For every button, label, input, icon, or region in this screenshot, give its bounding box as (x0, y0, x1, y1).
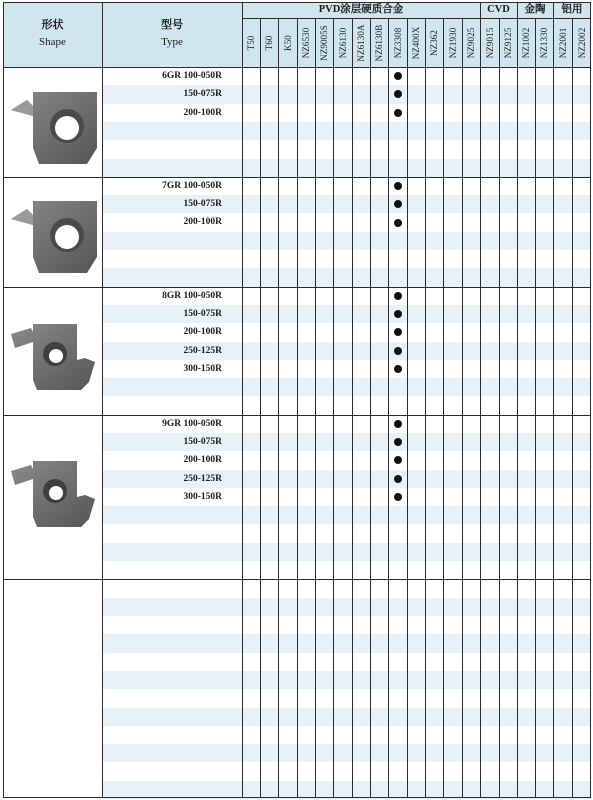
grade-column-divider (260, 19, 261, 798)
type-cell: 250-125R (183, 473, 222, 484)
grade-label: NZ9025 (466, 27, 476, 59)
grade-label: NZ6130 (337, 27, 348, 59)
grade-available-dot (394, 328, 402, 336)
type-cell: 6GR 100-050R (162, 71, 222, 81)
type-header-cn: 型号 (161, 19, 183, 31)
grade-column-divider (278, 19, 279, 798)
group-cermet-label: 金陶 (524, 4, 546, 15)
grade-label: NZ1330 (539, 27, 549, 59)
grade-available-dot (394, 292, 402, 300)
grade-header-nz2001 (553, 19, 572, 67)
grade-header-nz2002 (572, 19, 591, 67)
group-pvd-label: PVD涂层硬质合金 (318, 4, 404, 15)
type-cell: 200-100R (183, 327, 222, 338)
grade-label: NZ9015 (484, 27, 495, 59)
grade-available-dot (394, 347, 402, 355)
grooving-insert-bore-icon (9, 195, 99, 275)
grade-available-dot (394, 475, 402, 483)
grade-column-divider (370, 19, 371, 798)
grade-column-divider (535, 19, 536, 798)
shape-column-divider (102, 2, 103, 798)
grade-available-dot (394, 310, 402, 318)
type-cell: 200-100R (183, 455, 222, 466)
grade-available-dot (394, 109, 402, 117)
grade-available-dot (394, 420, 402, 428)
grooving-insert-bore-icon (9, 86, 99, 166)
grade-label: NZ2001 (557, 27, 568, 59)
section-divider (3, 415, 591, 416)
grade-column-divider (333, 19, 334, 798)
grade-column-divider (297, 19, 298, 798)
grade-label: NZ9125 (503, 27, 513, 59)
grade-header-nz400x (407, 19, 425, 67)
type-cell: 300-150R (183, 363, 222, 374)
grade-label: NZ400X (411, 26, 421, 60)
grade-header-k50 (278, 19, 297, 67)
grade-label: NZ2002 (576, 27, 587, 59)
grade-header-t60 (260, 19, 278, 67)
grade-header-nz362 (425, 19, 443, 67)
grade-column-divider (407, 19, 408, 798)
grade-column-divider (499, 19, 500, 798)
type-cell: 200-100R (183, 217, 222, 228)
group-aluminum-label: 铝用 (561, 4, 583, 15)
type-cell: 8GR 100-050R (162, 290, 222, 301)
section-divider (3, 579, 591, 580)
type-cell: 150-075R (183, 437, 222, 447)
type-cell: 150-075R (183, 89, 222, 100)
grade-label: NZ1002 (521, 27, 531, 59)
grade-available-dot (394, 72, 402, 80)
header-divider (3, 67, 591, 68)
table-border-top (3, 2, 591, 3)
grade-column-divider (443, 19, 444, 798)
grade-selection-table (3, 2, 591, 798)
grade-available-dot (394, 90, 402, 98)
grade-available-dot (394, 438, 402, 446)
shape-header-cn: 形状 (41, 19, 64, 31)
grade-label: NZ362 (429, 30, 439, 56)
grade-label: NZ6130B (374, 24, 384, 62)
table-border-left (3, 2, 4, 798)
grade-header-t50 (242, 19, 260, 67)
grade-available-dot (394, 219, 402, 227)
grade-label: NZ9005S (319, 25, 329, 61)
section-divider (3, 177, 591, 178)
grade-header-nz9015 (480, 19, 499, 67)
type-cell: 7GR 100-050R (162, 180, 222, 191)
grade-header-nz1002 (517, 19, 535, 67)
grade-column-divider (352, 19, 353, 798)
grade-header-nz6130 (333, 19, 352, 67)
grade-label: T50 (246, 35, 256, 51)
grade-available-dot (394, 365, 402, 373)
grade-available-dot (394, 200, 402, 208)
grade-header-nz1330 (535, 19, 553, 67)
grade-label: NZ1930 (447, 27, 458, 59)
grade-available-dot (394, 182, 402, 190)
grade-column-divider (517, 2, 518, 798)
grade-header-nz1930 (443, 19, 462, 67)
grade-column-divider (553, 2, 554, 798)
grade-header-nz6130b (370, 19, 388, 67)
grade-label: T60 (264, 35, 274, 51)
grooving-insert-small-icon (9, 320, 99, 392)
type-header-en: Type (161, 36, 183, 48)
grade-header-nz9125 (499, 19, 517, 67)
grade-column-divider (388, 19, 389, 798)
grade-label: NZ6130A (356, 24, 366, 62)
grade-column-divider (572, 19, 573, 798)
grade-column-divider (480, 2, 481, 798)
type-cell: 150-075R (183, 199, 222, 210)
type-cell: 150-075R (183, 308, 222, 319)
type-cell: 250-125R (183, 345, 222, 356)
grade-header-nz3308 (388, 19, 407, 67)
grade-available-dot (394, 456, 402, 464)
group-cvd-label: CVD (487, 4, 510, 15)
type-cell: 300-150R (183, 491, 222, 502)
section-divider (3, 287, 591, 288)
grade-header-nz6530 (297, 19, 315, 67)
grade-label: K50 (282, 35, 293, 51)
grade-label: NZ3308 (392, 27, 403, 59)
shape-header-en: Shape (39, 36, 66, 48)
grade-column-divider (425, 19, 426, 798)
type-cell: 9GR 100-050R (162, 418, 222, 429)
grade-label: NZ6530 (301, 27, 311, 59)
grade-column-divider (315, 19, 316, 798)
grade-header-nz9025 (462, 19, 480, 67)
grade-column-divider (462, 19, 463, 798)
type-cell: 200-100R (183, 107, 222, 118)
grade-header-nz9005s (315, 19, 333, 67)
grade-available-dot (394, 493, 402, 501)
table-border-right (590, 2, 591, 798)
group-header-divider (242, 18, 591, 19)
grooving-insert-small-icon (9, 457, 99, 529)
grade-header-nz6130a (352, 19, 370, 67)
type-column-divider (242, 2, 243, 798)
